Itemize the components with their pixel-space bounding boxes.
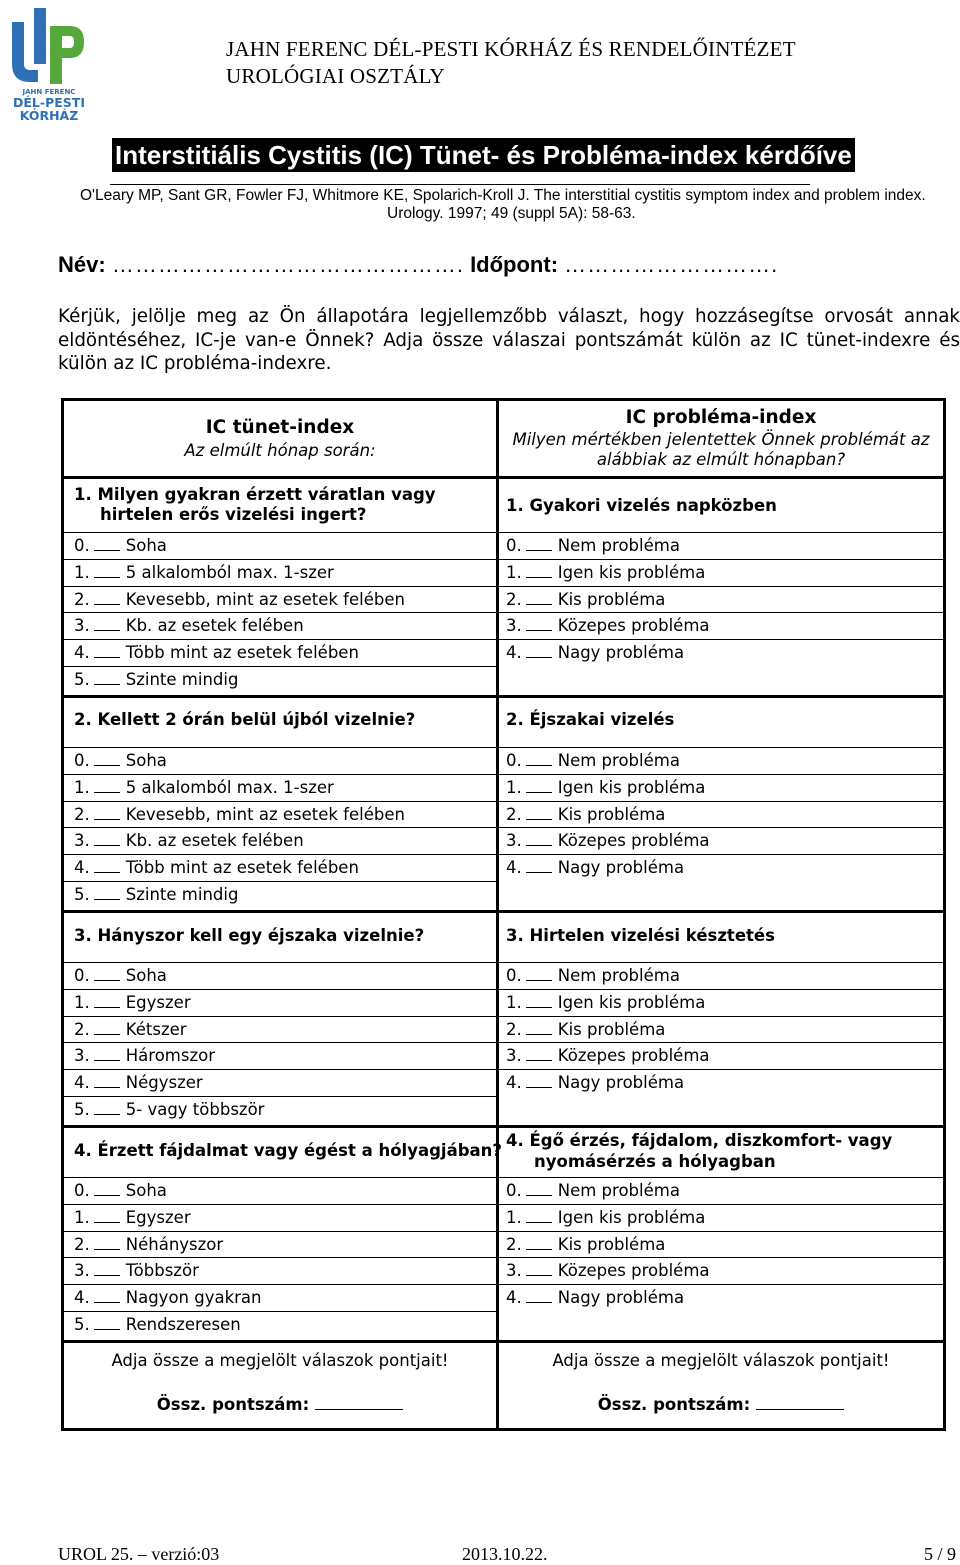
hospital-name <box>226 36 796 90</box>
answer-blank[interactable] <box>526 1221 552 1223</box>
row-divider <box>64 666 496 667</box>
row-divider <box>64 881 496 882</box>
symptom-option[interactable] <box>74 778 334 798</box>
row-divider <box>64 612 943 613</box>
option-number: 3. <box>506 1261 522 1281</box>
option-label: Háromszor <box>125 1046 215 1066</box>
problem-option[interactable] <box>506 805 665 825</box>
problem-option[interactable] <box>506 1261 710 1281</box>
problem-option[interactable] <box>506 643 684 663</box>
date-field[interactable]: ………………………. <box>564 252 779 277</box>
problem-index-title: IC probléma-index <box>625 407 817 428</box>
problem-question-4: 4. Égő érzés, fájdalom, diszkomfort- vagy <box>506 1131 893 1150</box>
problem-option[interactable] <box>506 1046 710 1066</box>
symptom-option[interactable] <box>74 1020 187 1040</box>
option-number: 3. <box>506 1046 522 1066</box>
symptom-option[interactable] <box>74 751 167 771</box>
row-divider <box>64 910 943 913</box>
problem-option[interactable] <box>506 536 680 556</box>
row-divider <box>64 586 943 587</box>
answer-blank[interactable] <box>94 656 120 658</box>
symptom-option[interactable] <box>74 1288 262 1308</box>
problem-option[interactable] <box>506 1181 680 1201</box>
answer-blank[interactable] <box>526 1301 552 1303</box>
problem-index-subtitle-line2: alábbiak az elmúlt hónapban? <box>596 450 846 469</box>
option-label: Kis probléma <box>557 1019 666 1039</box>
option-label: Egyszer <box>125 992 191 1012</box>
total-score-label: Össz. pontszám: <box>597 1395 751 1414</box>
svg-text:KÓRHÁZ: KÓRHÁZ <box>19 108 79 123</box>
option-number: 4. <box>506 643 522 663</box>
option-number: 1. <box>506 777 522 797</box>
row-divider <box>64 1311 496 1312</box>
date-label: Időpont: <box>470 252 559 277</box>
answer-blank[interactable] <box>94 1033 120 1035</box>
answer-blank[interactable] <box>94 898 120 900</box>
problem-index-subtitle-line1: Milyen mértékben jelentettek Önnek problémát az <box>512 430 930 449</box>
symptom-sum-instruction: Adja össze a megjelölt válaszok pontjait! <box>111 1351 449 1370</box>
option-label: Nagy probléma <box>557 643 685 663</box>
symptom-index-subtitle: Az elmúlt hónap során: <box>184 441 376 460</box>
answer-blank[interactable] <box>94 603 120 605</box>
total-score-field[interactable] <box>315 1409 403 1410</box>
answer-blank[interactable] <box>94 1006 120 1008</box>
symptom-index-title: IC tünet-index <box>205 417 355 438</box>
problem-option[interactable] <box>506 1073 684 1093</box>
option-label: Soha <box>125 536 167 555</box>
symptom-option[interactable] <box>74 885 238 905</box>
option-number: 3. <box>506 831 522 851</box>
answer-blank[interactable] <box>526 791 552 793</box>
option-number: 1. <box>506 562 522 582</box>
problem-option[interactable] <box>506 778 705 798</box>
option-number: 3. <box>74 831 90 851</box>
option-number: 2. <box>506 804 522 824</box>
footer-version: UROL 25. – verzió:03 <box>58 1544 220 1564</box>
option-label: Kis probléma <box>557 804 666 824</box>
symptom-total-row <box>64 1395 496 1414</box>
option-number: 0. <box>74 1181 90 1200</box>
row-divider <box>64 1125 943 1128</box>
answer-blank[interactable] <box>94 1248 120 1250</box>
symptom-option[interactable] <box>74 563 334 583</box>
row-divider <box>64 1042 943 1043</box>
problem-option[interactable] <box>506 1235 665 1255</box>
option-label: Egyszer <box>125 1207 191 1227</box>
column-divider <box>496 401 499 1428</box>
symptom-option[interactable] <box>74 1261 199 1281</box>
answer-blank[interactable] <box>526 549 552 551</box>
problem-option[interactable] <box>506 858 684 878</box>
row-divider <box>64 1257 943 1258</box>
option-number: 2. <box>506 1019 522 1039</box>
answer-blank[interactable] <box>526 1248 552 1250</box>
option-label: Szinte mindig <box>125 670 239 689</box>
problem-option[interactable] <box>506 993 705 1013</box>
problem-question-3: 3. Hirtelen vizelési késztetés <box>506 926 775 945</box>
problem-option[interactable] <box>506 966 680 986</box>
problem-option[interactable] <box>506 616 710 636</box>
footer-date: 2013.10.22. <box>462 1544 548 1564</box>
option-number: 4. <box>506 858 522 878</box>
option-label: Igen kis probléma <box>557 777 706 797</box>
answer-blank[interactable] <box>94 979 120 981</box>
option-number: 3. <box>74 1261 90 1281</box>
option-label: Nem probléma <box>557 751 680 770</box>
option-label: 5 alkalomból max. 1-szer <box>125 562 334 582</box>
symptom-option[interactable] <box>74 590 405 610</box>
row-divider <box>64 1096 496 1097</box>
answer-blank[interactable] <box>94 1221 120 1223</box>
option-label: Nagyon gyakran <box>125 1288 262 1308</box>
row-divider <box>64 747 943 748</box>
hospital-name-line1: JAHN FERENC DÉL-PESTI KÓRHÁZ ÉS RENDELŐINTÉZET <box>226 37 796 61</box>
problem-option[interactable] <box>506 1020 665 1040</box>
answer-blank[interactable] <box>94 844 120 846</box>
name-label: Név: <box>58 252 106 277</box>
option-number: 5. <box>74 1315 90 1334</box>
answer-blank[interactable] <box>94 683 120 685</box>
option-label: Kis probléma <box>557 1234 666 1254</box>
symptom-option[interactable] <box>74 1181 167 1201</box>
symptom-option[interactable] <box>74 1315 241 1335</box>
problem-option[interactable] <box>506 1208 705 1228</box>
symptom-question-1: 1. Milyen gyakran érzett váratlan vagy <box>74 485 436 504</box>
row-divider <box>64 1284 943 1285</box>
option-label: Kétszer <box>125 1019 187 1039</box>
option-number: 3. <box>74 616 90 636</box>
symptom-option[interactable] <box>74 966 167 986</box>
symptom-question-4: 4. Érzett fájdalmat vagy égést a hólyagjában? <box>74 1141 502 1160</box>
problem-option[interactable] <box>506 751 680 771</box>
symptom-option[interactable] <box>74 858 359 878</box>
option-label: Soha <box>125 751 167 770</box>
answer-blank[interactable] <box>526 979 552 981</box>
answer-blank[interactable] <box>526 844 552 846</box>
option-label: Igen kis probléma <box>557 1207 706 1227</box>
answer-blank[interactable] <box>526 1033 552 1035</box>
option-label: Néhányszor <box>125 1234 224 1254</box>
problem-question-2: 2. Éjszakai vizelés <box>506 710 675 729</box>
option-label: Közepes probléma <box>557 1046 710 1066</box>
symptom-option[interactable] <box>74 1073 203 1093</box>
row-divider <box>64 695 943 698</box>
option-number: 2. <box>74 589 90 609</box>
option-label: Nagy probléma <box>557 858 685 878</box>
row-divider <box>64 827 943 828</box>
option-number: 2. <box>506 1234 522 1254</box>
symptom-option[interactable] <box>74 1100 264 1120</box>
option-number: 5. <box>74 885 90 904</box>
answer-blank[interactable] <box>526 1194 552 1196</box>
option-label: Kevesebb, mint az esetek felében <box>125 589 405 609</box>
answer-blank[interactable] <box>94 1274 120 1276</box>
title-underline <box>110 184 810 185</box>
name-date-row <box>58 252 778 278</box>
answer-blank[interactable] <box>526 576 552 578</box>
option-label: Nem probléma <box>557 536 680 555</box>
answer-blank[interactable] <box>94 1301 120 1303</box>
option-number: 5. <box>74 670 90 689</box>
svg-text:JAHN FERENC: JAHN FERENC <box>22 88 76 96</box>
hospital-name-line2: UROLÓGIAI OSZTÁLY <box>226 64 445 88</box>
option-number: 2. <box>74 1019 90 1039</box>
option-number: 1. <box>74 992 90 1012</box>
problem-question-4-cont: nyomásérzés a hólyagban <box>534 1152 776 1171</box>
option-label: Többször <box>125 1261 199 1281</box>
option-number: 1. <box>74 562 90 582</box>
problem-option[interactable] <box>506 563 705 583</box>
citation-line2: Urology. 1997; 49 (suppl 5A): 58-63. <box>387 205 636 222</box>
option-number: 5. <box>74 1100 90 1119</box>
option-number: 4. <box>506 1073 522 1093</box>
option-number: 3. <box>506 616 522 636</box>
answer-blank[interactable] <box>94 871 120 873</box>
answer-blank[interactable] <box>94 1086 120 1088</box>
answer-blank[interactable] <box>526 1274 552 1276</box>
row-divider <box>64 476 943 479</box>
problem-option[interactable] <box>506 590 665 610</box>
answer-blank[interactable] <box>94 818 120 820</box>
option-number: 4. <box>74 858 90 878</box>
row-divider <box>64 559 943 560</box>
answer-blank[interactable] <box>94 764 120 766</box>
symptom-question-1-cont: hirtelen erős vizelési ingert? <box>100 505 367 524</box>
answer-blank[interactable] <box>94 1059 120 1061</box>
answer-blank[interactable] <box>94 549 120 551</box>
option-number: 0. <box>506 751 522 770</box>
answer-blank[interactable] <box>526 603 552 605</box>
answer-blank[interactable] <box>94 1113 120 1115</box>
row-divider <box>64 801 943 802</box>
option-number: 4. <box>74 1073 90 1093</box>
problem-question-1: 1. Gyakori vizelés napközben <box>506 496 777 515</box>
option-label: Nem probléma <box>557 966 680 985</box>
answer-blank[interactable] <box>526 1006 552 1008</box>
symptom-option[interactable] <box>74 1208 191 1228</box>
option-number: 0. <box>74 966 90 985</box>
instructions: Kérjük, jelölje meg az Ön állapotára legjellemzőbb választ, hogy hozzásegítse orvosát annak eldöntéséhez, IC-je van-e Önnek? Adja össze válaszai pontszámát külön az IC tünet-indexre és külön az IC probléma-indexre. <box>58 306 960 374</box>
row-divider <box>64 962 943 963</box>
hospital-logo <box>4 4 94 124</box>
option-label: Több mint az esetek felében <box>125 643 359 663</box>
row-divider <box>64 1177 943 1178</box>
option-label: Kis probléma <box>557 589 666 609</box>
total-score-field[interactable] <box>756 1409 844 1410</box>
option-number: 2. <box>506 589 522 609</box>
row-divider <box>64 989 943 990</box>
answer-blank[interactable] <box>526 871 552 873</box>
symptom-option[interactable] <box>74 1235 223 1255</box>
option-label: Kb. az esetek felében <box>125 831 304 851</box>
problem-sum-instruction: Adja össze a megjelölt válaszok pontjait! <box>552 1351 890 1370</box>
answer-blank[interactable] <box>94 1328 120 1330</box>
option-label: Közepes probléma <box>557 1261 710 1281</box>
option-label: Több mint az esetek felében <box>125 858 359 878</box>
option-label: Közepes probléma <box>557 831 710 851</box>
row-divider <box>64 854 943 855</box>
symptom-option[interactable] <box>74 616 304 636</box>
option-number: 1. <box>74 777 90 797</box>
problem-option[interactable] <box>506 1288 684 1308</box>
symptom-option[interactable] <box>74 536 167 556</box>
page-title: Interstitiális Cystitis (IC) Tünet- és Probléma-index kérdőíve <box>112 138 855 172</box>
answer-blank[interactable] <box>526 1059 552 1061</box>
option-label: Soha <box>125 1181 167 1200</box>
symptom-option[interactable] <box>74 831 304 851</box>
option-label: Rendszeresen <box>125 1315 241 1334</box>
citation-line1: O'Leary MP, Sant GR, Fowler FJ, Whitmore KE, Spolarich-Kroll J. The interstitial cystitis symptom index and problem index. <box>80 187 926 204</box>
answer-blank[interactable] <box>94 629 120 631</box>
option-label: Kb. az esetek felében <box>125 616 304 636</box>
option-number: 4. <box>506 1288 522 1308</box>
option-number: 3. <box>74 1046 90 1066</box>
answer-blank[interactable] <box>94 1194 120 1196</box>
answer-blank[interactable] <box>526 629 552 631</box>
option-label: Szinte mindig <box>125 885 239 904</box>
option-number: 2. <box>74 804 90 824</box>
symptom-option[interactable] <box>74 670 238 690</box>
footer-page-number: 5 / 9 <box>923 1544 956 1564</box>
option-label: Igen kis probléma <box>557 562 706 582</box>
option-number: 1. <box>74 1207 90 1227</box>
row-divider <box>64 1204 943 1205</box>
questionnaire-table <box>61 398 946 1431</box>
row-divider <box>64 774 943 775</box>
total-score-label: Össz. pontszám: <box>156 1395 310 1414</box>
symptom-option[interactable] <box>74 993 191 1013</box>
svg-text:DÉL-PESTI: DÉL-PESTI <box>13 95 85 110</box>
option-number: 2. <box>74 1234 90 1254</box>
option-label: Nagy probléma <box>557 1288 685 1308</box>
option-number: 0. <box>74 751 90 770</box>
answer-blank[interactable] <box>526 656 552 658</box>
option-number: 0. <box>506 536 522 555</box>
option-label: 5- vagy többször <box>125 1100 265 1119</box>
option-label: Négyszer <box>125 1073 203 1093</box>
symptom-question-2: 2. Kellett 2 órán belül újból vizelnie? <box>74 710 416 729</box>
symptom-option[interactable] <box>74 1046 215 1066</box>
option-label: Nagy probléma <box>557 1073 685 1093</box>
row-divider <box>64 532 943 533</box>
row-divider <box>64 1231 943 1232</box>
symptom-index-header <box>64 418 496 461</box>
option-number: 0. <box>74 536 90 555</box>
row-divider <box>64 1016 943 1017</box>
row-divider <box>64 639 943 640</box>
symptom-question-3: 3. Hányszor kell egy éjszaka vizelnie? <box>74 926 425 945</box>
answer-blank[interactable] <box>94 791 120 793</box>
option-label: 5 alkalomból max. 1-szer <box>125 777 334 797</box>
option-label: Soha <box>125 966 167 985</box>
row-divider <box>64 1340 943 1343</box>
answer-blank[interactable] <box>94 576 120 578</box>
option-label: Közepes probléma <box>557 616 710 636</box>
option-label: Nem probléma <box>557 1181 680 1200</box>
option-number: 1. <box>506 992 522 1012</box>
answer-blank[interactable] <box>526 818 552 820</box>
option-number: 1. <box>506 1207 522 1227</box>
answer-blank[interactable] <box>526 764 552 766</box>
option-number: 4. <box>74 1288 90 1308</box>
option-number: 0. <box>506 966 522 985</box>
problem-total-row <box>499 1395 943 1414</box>
symptom-option[interactable] <box>74 643 359 663</box>
option-number: 0. <box>506 1181 522 1200</box>
answer-blank[interactable] <box>526 1086 552 1088</box>
problem-index-header <box>499 408 943 470</box>
option-label: Igen kis probléma <box>557 992 706 1012</box>
symptom-option[interactable] <box>74 805 405 825</box>
name-field[interactable]: ………………………………………. <box>111 252 464 277</box>
problem-option[interactable] <box>506 831 710 851</box>
row-divider <box>64 1069 943 1070</box>
option-number: 4. <box>74 643 90 663</box>
citation <box>80 187 926 223</box>
option-label: Kevesebb, mint az esetek felében <box>125 804 405 824</box>
